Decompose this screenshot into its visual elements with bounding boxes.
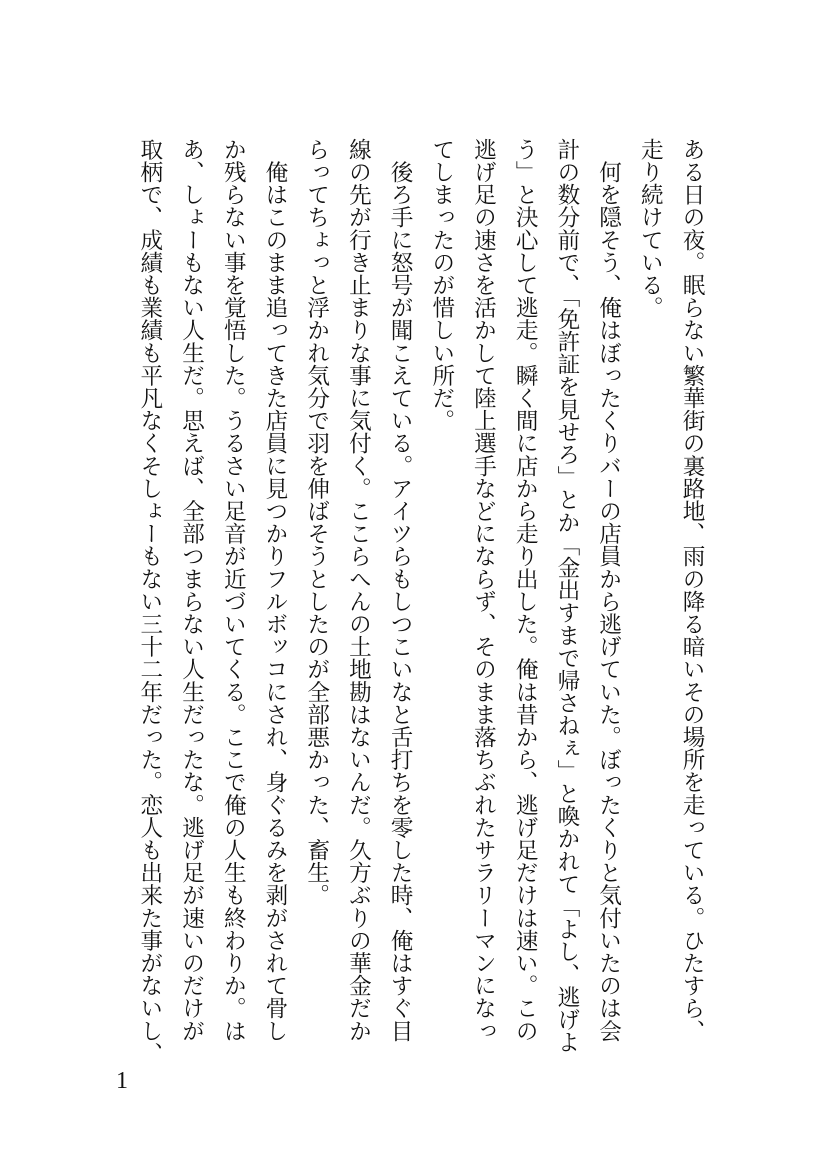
text-line: 何を隠そう、俺はぼったくりバーの店員から逃げていた。ぼったくりと気付いたのは会 [595,138,622,1042]
page-number: 1 [116,1068,128,1094]
text-line: か残らない事を覚悟した。うるさい足音が近づいてくる。ここで俺の人生も終わりか。は [220,138,247,1042]
text-line: 線の先が行き止まりな事に気付く。ここらへんの土地勘はないんだ。久方ぶりの華金だか [345,138,372,1042]
text-line: 逃げ足の速さを活かして陸上選手などにならず、そのまま落ちぶれたサラリーマンになっ [470,138,497,1042]
text-line: らってちょっと浮かれ気分で羽を伸ばそうとしたのが全部悪かった、畜生。 [303,138,330,907]
text-line: あ、しょーもない人生だ。思えば、全部つまらない人生だったな。逃げ足が速いのだけが [178,138,205,1042]
text-line: 後ろ手に怒号が聞こえている。アイツらもしつこいなと舌打ちを零した時、俺はすぐ目 [387,138,414,1042]
text-line: 俺はこのまま追ってきた店員に見つかりフルボッコにされ、身ぐるみを剥がされて骨し [261,138,288,1042]
text-line: てしまったのが惜しい所だ。 [428,138,455,432]
text-line: う」と決心して逃走。瞬く間に店から走り出した。俺は昔から、逃げ足だけは速い。この [512,138,539,1042]
text-line: 計の数分前で、「免許証を見せろ」とか「金出すまで帰さねぇ」と喚かれて「よし、逃げよ [553,138,580,1054]
text-line: 走り続けている。 [637,138,664,319]
text-line: 取柄で、成績も業績も平凡なくそしょーもない三十二年だった。恋人も出来た事がないし、 [136,138,163,1065]
vertical-body-text [128,138,712,1065]
text-line: ある日の夜。眠らない繁華街の裏路地、雨の降る暗いその場所を走っている。ひたすら、 [679,138,705,1042]
